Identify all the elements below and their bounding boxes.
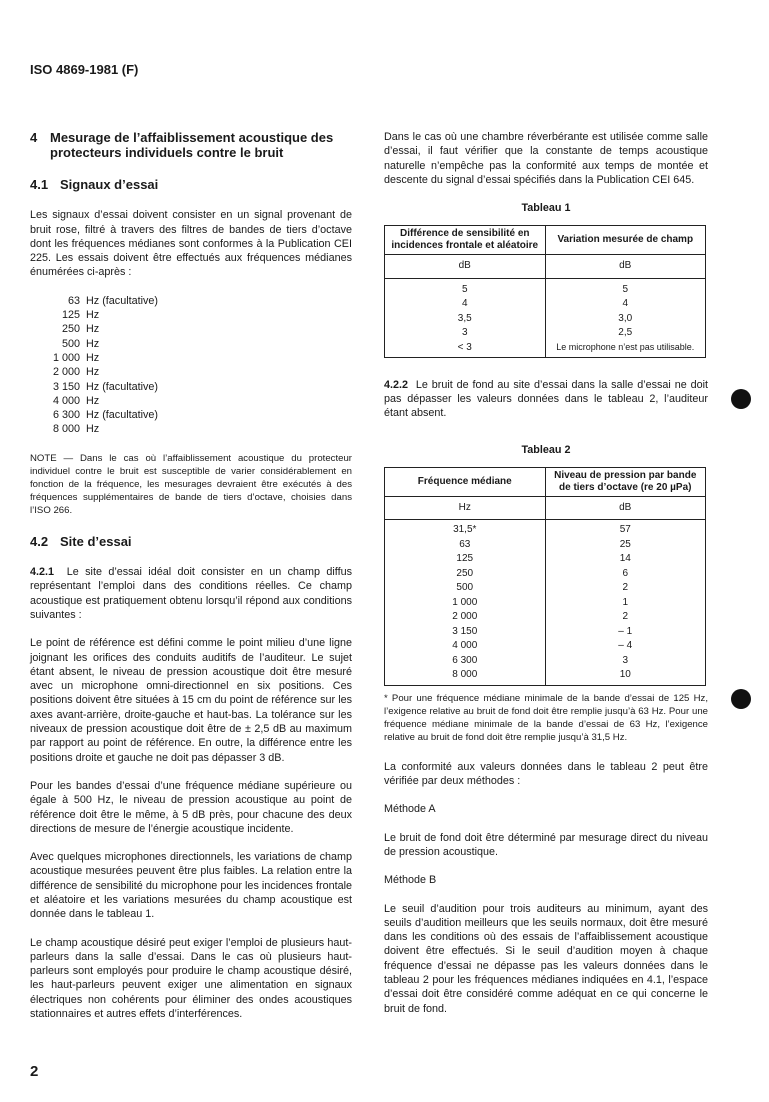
table-row: 500 2 — [385, 581, 706, 596]
subsection-title: Site d’essai — [60, 533, 132, 549]
punch-hole-mark — [731, 689, 751, 709]
section-4-heading — [30, 130, 352, 160]
subsection-number: 4.2 — [30, 533, 49, 549]
table-header: Fréquence médiane — [385, 467, 546, 496]
section-4-2-heading — [30, 535, 352, 549]
paragraph-4-2-2: 4.2.2 Le bruit de fond au site d’essai dans la salle d’essai ne doit pas dépasser les valeurs données dans le tableau 2, l’auditeur étant absent. — [384, 378, 709, 420]
list-item: 500 Hz — [61, 337, 100, 350]
table-row: 5 5 — [385, 278, 706, 297]
subsection-title: Signaux d’essai — [60, 177, 159, 192]
table-1-title: Tableau 1 — [521, 202, 571, 215]
list-item: 125 Hz — [61, 309, 100, 322]
paragraph-reference-point: Le point de référence est défini comme le point milieu d’une ligne joignant les orifices des conduits auditifs de l’auditeur. Le sujet étant absent, le niveau de pression acoustique doit être mesuré avec un microphone omni-directionnel en six positions. Ces positions doivent être situées à 15 cm du point de référence sur les axes avant-arrière, droite-gauche et haut-bas. La tolérance sur les niveaux de pression acoustique doit être de ± 2,5 dB au maximum par rapport au point de référence. En outre, la différence entre les positions droite et gauche ne doit pas dépasser 3 dB. — [30, 637, 352, 764]
list-item: 2 000 Hz — [52, 366, 100, 379]
table-row: 6 300 3 — [385, 654, 706, 669]
method-b-label: Méthode B — [384, 874, 437, 887]
paragraph-conformity: La conformité aux valeurs données dans le tableau 2 peut être vérifiée par deux méthodes : — [384, 760, 708, 788]
table-row: 3,5 3,0 — [385, 312, 706, 327]
paragraph-directional-mics: Avec quelques microphones directionnels, les variations de champ acoustique mesurées peuvent être plus faibles. La relation entre la différence de sensibilité du microphone pour les incidences frontale et aléatoire et les variations mesurées du champ acoustique est donnée dans le tableau 1. — [30, 851, 352, 921]
table-unit: Hz — [385, 496, 546, 519]
table-1 — [384, 225, 706, 357]
paragraph-loudspeakers: Le champ acoustique désiré peut exiger l’emploi de plusieurs haut-parleurs dans la salle d’essai. Dans le cas où plusieurs haut-parleurs sont employés pour produire le champ acoustique désiré, les haut-parleurs peuvent exiger une alimentation en signaux électriques non cohérents pour éliminer des ondes acoustiques stationnaires et autres effets d’interférences. — [30, 936, 352, 1021]
paragraph-method-a: Le bruit de fond doit être déterminé par mesurage direct du niveau de pression acoustique. — [384, 831, 708, 858]
left-column — [30, 130, 352, 1035]
list-item: 3 150 Hz (facultative) — [52, 380, 158, 393]
clause-number: 4.2.1 — [30, 566, 55, 579]
table-row: 1 000 1 — [385, 596, 706, 611]
section-title: Mesurage de l’affaiblissement acoustique des protecteurs individuels contre le bruit — [50, 130, 334, 160]
table-row: 3 2,5 — [385, 326, 706, 341]
note-paragraph: NOTE — Dans le cas où l’affaiblissement acoustique du protecteur individuel contre le bruit est susceptible de varier considérablement en fonction de la fréquence, les mesurages devraient être exécutés à des fréquences supplémentaires de bande de tiers d’octave, choisies dans l’ISO 266. — [30, 452, 352, 516]
section-number: 4 — [30, 130, 38, 145]
frequency-list — [48, 294, 352, 437]
paragraph-reverb-room: Dans le cas où une chambre réverbérante est utilisée comme salle d’essai, il faut vérifier que la constante de temps acoustique naturelle n’empêche pas la conformité aux temps de montée et descente du signal d’essai spécifiés dans la Publication CEI 645. — [384, 131, 708, 186]
clause-number: 4.2.2 — [384, 378, 409, 391]
table-row: 4 000 – 4 — [385, 639, 706, 654]
table-2 — [384, 467, 706, 686]
table-row: 250 6 — [385, 567, 706, 582]
paragraph-500hz: Pour les bandes d’essai d’une fréquence médiane supérieure ou égale à 500 Hz, le niveau de pression acoustique au point de référence doit être le même, à 5 dB près, pour chacune des deux directions de mesure de l’énergie acoustique incidente. — [30, 779, 352, 835]
table-row: 125 14 — [385, 552, 706, 567]
table-unit: dB — [545, 255, 706, 278]
list-item: 63 Hz (facultative) — [67, 294, 158, 307]
punch-hole-mark — [731, 389, 751, 409]
list-item: 8 000 Hz — [52, 423, 100, 436]
table-header: Variation mesurée de champ — [545, 226, 706, 255]
page-number: 2 — [30, 1063, 39, 1080]
table-row: 4 4 — [385, 297, 706, 312]
list-item: 6 300 Hz (facultative) — [52, 409, 158, 422]
document-header: ISO 4869-1981 (F) — [30, 62, 139, 77]
list-item: 250 Hz — [61, 323, 100, 336]
paragraph-method-b: Le seuil d’audition pour trois auditeurs au minimum, ayant des seuils d’audition meilleurs que les seuils normaux, doit être mesuré dans les conditions où des essais de l’affaiblissement acoustique doivent être effectués. Si le seuil d’audition moyen à chaque fréquence d’essai ne dépasse pas les valeurs données dans le tableau 2 pour les fréquences médianes indiquées en 4.1, l’espace d’essai doit être considéré comme adéquat en ce qui concerne le bruit de fond. — [384, 902, 708, 1015]
table-row: < 3 Le microphone n’est pas utilisable. — [385, 341, 706, 358]
table-unit: dB — [385, 255, 546, 278]
table-row: 31,5* 57 — [385, 520, 706, 538]
table-row: 2 000 2 — [385, 610, 706, 625]
table-header: Niveau de pression par bande de tiers d’octave (re 20 µPa) — [545, 467, 706, 496]
paragraph-4-2-1: 4.2.1 Le site d’essai idéal doit consister en un champ diffus représentant l’emploi dans des conditions réelles. Ce champ acoustique est pratiquement obtenu lorsqu’il répond aux conditions suivantes : — [30, 566, 352, 621]
right-column — [384, 130, 708, 1030]
table-row: 63 25 — [385, 538, 706, 553]
table-unit: dB — [545, 496, 706, 519]
table-2-footnote: * Pour une fréquence médiane minimale de la bande d’essai de 125 Hz, l’exigence relative au bruit de fond doit être remplie jusqu’à 63 Hz. Pour une fréquence médiane minimale de la bande d’essai de 63 Hz, l’exigence relative au bruit de fond doit être remplie jusqu’à 31,5 Hz. — [384, 692, 708, 743]
list-item: 1 000 Hz — [52, 351, 100, 364]
method-a-label: Méthode A — [384, 803, 436, 816]
table-2-title: Tableau 2 — [521, 443, 571, 456]
table-row: 3 150 – 1 — [385, 625, 706, 640]
section-4-1-heading — [30, 178, 352, 192]
list-item: 4 000 Hz — [52, 394, 100, 407]
table-header: Différence de sensibilité en incidences frontale et aléatoire — [385, 226, 546, 255]
paragraph-test-signals: Les signaux d’essai doivent consister en un signal provenant de bruit rose, filtré à travers des filtres de bandes de tiers d’octave dont les fréquences médianes sont conformes à la Publication CEI 225. Les essais doivent être effectués aux fréquences médianes énumérées ci-après : — [30, 209, 352, 279]
table-row: 8 000 10 — [385, 668, 706, 685]
subsection-number: 4.1 — [30, 177, 49, 192]
